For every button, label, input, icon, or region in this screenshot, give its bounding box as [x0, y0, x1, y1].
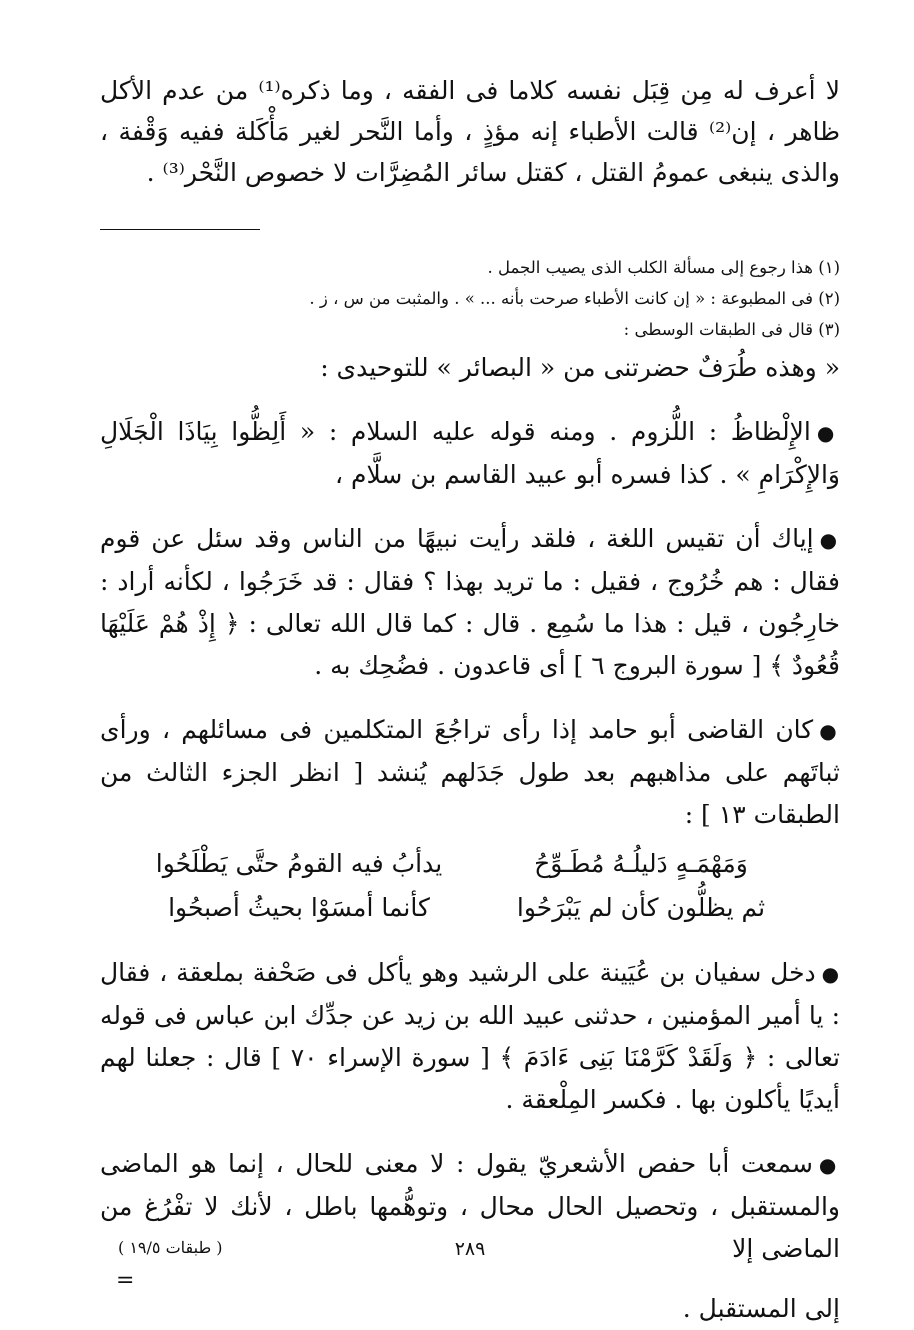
poem-hemistich: كأنما أمسَوْا بحيثُ أصبحُوا: [168, 893, 430, 922]
entry-last-line: إلى المستقبل .: [682, 1294, 840, 1323]
continuation-mark: =: [116, 1268, 135, 1293]
entry-text: سمعت أبا حفص الأشعريّ يقول : لا معنى للحال ، إنما هو الماضى والمستقبل ، وتحصيل الحال محال ، وتوهُّمها باطل ، لأنك لا تفْرُغ من الماضى إلا: [100, 1149, 840, 1263]
entry-sufyan: [100, 952, 840, 1121]
entry-text: إياك أن تقيس اللغة ، فلقد رأيت نبيهًا من الناس وقد سئل عن قوم فقال : هم خُرُوج ، فقيل : ما تريد بهذا ؟ فقال : قد خَرَجُوا ، لكأنه أراد : خارِجُون ، قيل : هذا ما سُمِع . قال : كما قال الله تعالى : ﴿ إِذْ هُمْ عَلَيْهَا قُعُودٌ ﴾ [ سورة البروج ٦ ] أى قاعدون . فضُحِك به .: [100, 524, 840, 680]
poem-hemistich: يدأبُ فيه القومُ حتَّى يَطْلَحُوا: [155, 849, 443, 878]
bullet-icon: ●: [819, 719, 840, 743]
page-body: [100, 70, 840, 1330]
volume-reference: ( طبقات ١٩/٥ ): [118, 1238, 223, 1257]
entry-text: الإِلْظاظُ : اللُّزوم . ومنه قوله عليه السلام : « أَلِظُّوا بِيَاذَا الْجَلَالِ وَالإِكْرَامِ » . كذا فسره أبو عبيد القاسم بن سلَّام ،: [100, 417, 840, 489]
bullet-icon: ●: [821, 962, 840, 986]
bullet-icon: ●: [819, 528, 841, 552]
entry-text: دخل سفيان بن عُيَينة على الرشيد وهو يأكل فى صَحْفة بملعقة ، فقال : يا أمير المؤمنين ، حدثنى عبيد الله بن زيد عن جدِّك ابن عباس فى قوله تعالى : ﴿ وَلَقَدْ كَرَّمْنَا بَنِى ءَادَمَ ﴾ [ سورة الإسراء ٧٠ ] قال : جعلنا لهم أيديًا يأكلون بها . فكسر المِلْعقة .: [100, 958, 840, 1114]
entry-ilzaz: [100, 411, 840, 496]
footnote-3: (٣) قال فى الطبقات الوسطى :: [623, 320, 840, 339]
entry-qiyas: [100, 518, 840, 687]
poem-verse: [100, 886, 840, 930]
poem-hemistich: وَمَهْمَـهٍ دَليلُـهُ مُطَـوِّحُ: [534, 849, 748, 878]
bullet-icon: ●: [818, 1153, 840, 1177]
footnote-1: (١) هذا رجوع إلى مسألة الكلب الذى يصيب الجمل .: [487, 258, 840, 277]
bullet-icon: ●: [816, 421, 841, 445]
entry-abu-hamid: [100, 709, 840, 836]
main-paragraph: لا أعرف له مِن قِبَل نفسه كلاما فى الفقه ، وما ذكره⁽¹⁾ من عدم الأكل ظاهر ، إن⁽²⁾ قالت الأطباء إنه مؤذٍ ، وأما النَّحر لغير مَأْكَلة ففيه وَقْفة ، والذى ينبغى عمومُ القتل ، كقتل سائر المُضِرَّات لا خصوص النَّحْر⁽³⁾ .: [100, 76, 840, 187]
poem-verse: [100, 842, 840, 886]
footnotes: [100, 252, 840, 1330]
poem: [100, 842, 840, 930]
page-number: ٢٨٩: [454, 1238, 486, 1260]
poem-hemistich: ثم يظلُّون كأن لم يَبْرَحُوا: [516, 893, 766, 922]
footnote-divider: [100, 229, 260, 230]
entry-text: كان القاضى أبو حامد إذا رأى تراجُعَ المتكلمين فى مسائلهم ، ورأى ثباتَهم على مذاهبهم بعد طول جَدَلهم يُنشد [ انظر الجزء الثالث من الطبقات ١٣ ] :: [100, 715, 840, 829]
footnote-2: (٢) فى المطبوعة : « إن كانت الأطباء صرحت بأنه ... » . والمثبت من س ، ز .: [309, 289, 840, 308]
quote-intro: « وهذه طُرَفٌ حضرتنى من « البصائر » للتوحيدى :: [320, 353, 840, 382]
